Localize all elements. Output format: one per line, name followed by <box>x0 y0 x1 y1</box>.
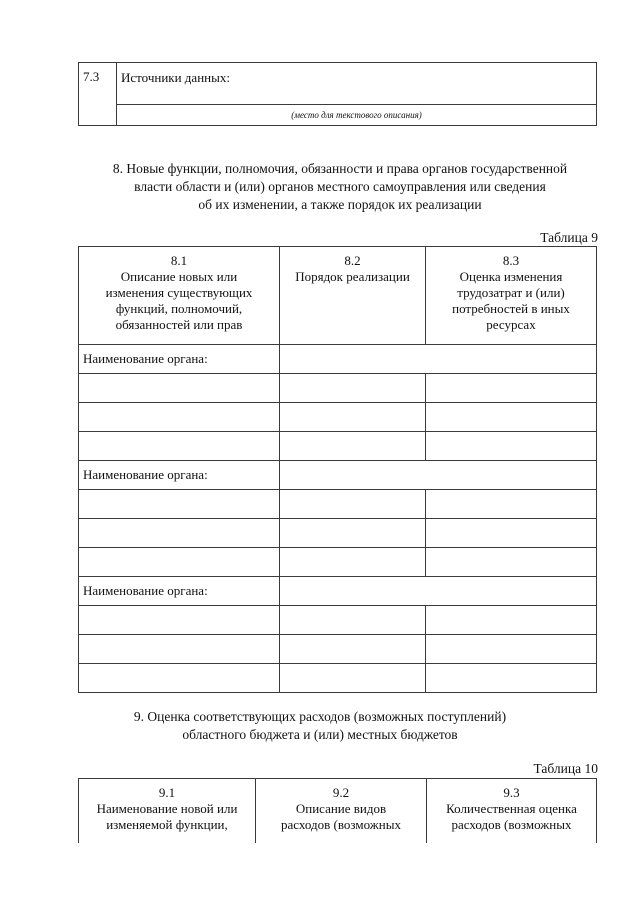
section-9-heading <box>55 708 585 744</box>
data-sources-field[interactable] <box>117 63 597 105</box>
table-cell[interactable] <box>426 374 597 403</box>
organ-label: Наименование органа: <box>79 461 280 490</box>
column-title-line: Описание видов <box>295 801 387 816</box>
column-title-line: Описание новых или <box>120 269 238 284</box>
table-cell[interactable] <box>426 548 597 577</box>
heading-line: об их изменении, а также порядок их реализации <box>198 197 482 212</box>
table-cell[interactable] <box>426 635 597 664</box>
table-cell[interactable] <box>426 664 597 693</box>
column-header-8-2 <box>280 247 426 345</box>
table-cell[interactable] <box>79 664 280 693</box>
column-header-9-1 <box>79 779 256 843</box>
table-row <box>79 403 597 432</box>
column-number: 9.2 <box>332 785 350 800</box>
table-cell[interactable] <box>79 519 280 548</box>
column-header-8-1 <box>79 247 280 345</box>
column-number: 9.3 <box>503 785 520 800</box>
column-header-9-3 <box>427 779 597 843</box>
table-row <box>79 519 597 548</box>
table-row <box>79 664 597 693</box>
column-title-line: ресурсах <box>486 317 536 332</box>
section-8-heading <box>60 160 620 214</box>
section-number: 7.3 <box>79 63 117 126</box>
table-row <box>79 490 597 519</box>
table-cell[interactable] <box>426 519 597 548</box>
table-cell[interactable] <box>280 606 426 635</box>
column-title-line: обязанностей или прав <box>115 317 243 332</box>
table-row <box>79 548 597 577</box>
table-cell[interactable] <box>280 635 426 664</box>
organ-row <box>79 461 597 490</box>
table-header-row <box>79 779 597 843</box>
table-cell[interactable] <box>280 548 426 577</box>
column-header-8-3 <box>426 247 597 345</box>
table-cell[interactable] <box>79 403 280 432</box>
table-row <box>79 635 597 664</box>
table-row <box>79 432 597 461</box>
column-title-line: изменения существующих <box>105 285 253 300</box>
column-title-line: трудозатрат и (или) <box>457 285 565 300</box>
column-title-line: Наименование новой или <box>96 801 238 816</box>
table-cell[interactable] <box>280 432 426 461</box>
organ-name-cell[interactable] <box>280 577 597 606</box>
heading-line: областного бюджета и (или) местных бюджетов <box>182 727 458 742</box>
table-cell[interactable] <box>79 374 280 403</box>
heading-line: 9. Оценка соответствующих расходов (возможных поступлений) <box>133 709 507 724</box>
organ-row <box>79 345 597 374</box>
column-number: 8.3 <box>502 253 520 268</box>
table-cell[interactable] <box>79 432 280 461</box>
table-cell[interactable] <box>79 635 280 664</box>
table-cell[interactable] <box>426 432 597 461</box>
data-sources-label: Источники данных: <box>121 70 230 85</box>
table-cell[interactable] <box>280 519 426 548</box>
column-title-line: Порядок реализации <box>295 269 410 284</box>
table-row <box>79 606 597 635</box>
table-cell[interactable] <box>280 403 426 432</box>
table-cell[interactable] <box>280 664 426 693</box>
table-cell[interactable] <box>79 490 280 519</box>
organ-name-cell[interactable] <box>280 345 597 374</box>
data-sources-table <box>78 62 597 126</box>
table-cell[interactable] <box>280 490 426 519</box>
heading-line: власти области и (или) органов местного самоуправления или сведения <box>134 179 546 194</box>
table-header-row <box>79 247 597 345</box>
column-number: 9.1 <box>158 785 176 800</box>
column-title-line: расходов (возможных <box>281 817 401 832</box>
heading-line: 8. Новые функции, полномочия, обязанности и права органов государственной <box>112 161 568 176</box>
column-number: 8.2 <box>344 253 361 268</box>
table-cell[interactable] <box>426 403 597 432</box>
table-10 <box>78 778 597 843</box>
table-10-caption: Таблица 10 <box>533 761 598 776</box>
table-cell[interactable] <box>426 606 597 635</box>
table-9-caption: Таблица 9 <box>540 230 598 245</box>
table-cell[interactable] <box>426 490 597 519</box>
organ-row <box>79 577 597 606</box>
table-cell[interactable] <box>79 548 280 577</box>
column-header-9-2 <box>256 779 427 843</box>
table-cell[interactable] <box>79 606 280 635</box>
text-description-note: (место для текстового описания) <box>117 105 597 126</box>
column-title-line: Оценка изменения <box>459 269 563 284</box>
organ-label: Наименование органа: <box>79 345 280 374</box>
column-title-line: потребностей в иных <box>452 301 570 316</box>
table-9 <box>78 246 597 693</box>
column-title-line: Количественная оценка <box>446 801 577 816</box>
organ-name-cell[interactable] <box>280 461 597 490</box>
table-cell[interactable] <box>280 374 426 403</box>
column-title-line: изменяемой функции, <box>106 817 228 832</box>
column-title-line: функций, полномочий, <box>115 301 243 316</box>
column-number: 8.1 <box>170 253 188 268</box>
organ-label: Наименование органа: <box>79 577 280 606</box>
table-row <box>79 374 597 403</box>
column-title-line: расходов (возможных <box>451 817 572 832</box>
